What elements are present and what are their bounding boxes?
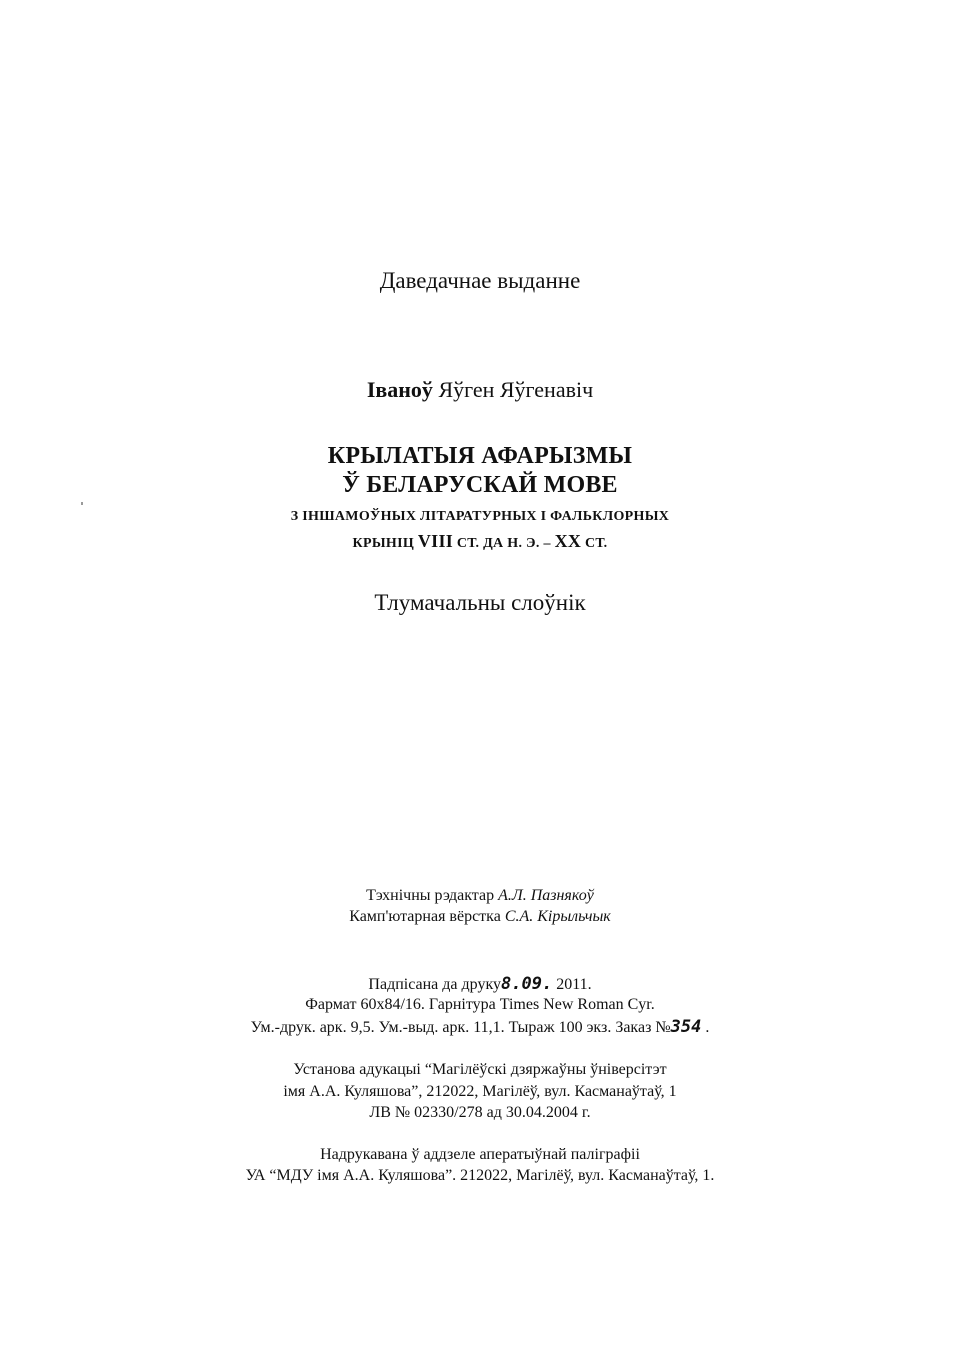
book-title-line-1: КРЫЛАТЫЯ АФАРЫЗМЫ	[327, 443, 633, 469]
signed-label: Падпісана да друку	[368, 976, 501, 993]
signed-year: 2011.	[556, 976, 592, 993]
subtitle-century-start: VIII	[417, 531, 454, 551]
author-surname: Іваноў	[366, 377, 433, 402]
layout-name: С.А. Кірыльчык	[504, 908, 611, 925]
signed-date-handwritten: 8.09.	[501, 974, 553, 994]
printer-line-2: УА “МДУ імя А.А. Куляшова”. 212022, Магілёў, вул. Касманаўтаў, 1.	[245, 1167, 715, 1184]
tech-editor-label: Тэхнічны рэдактар	[366, 887, 495, 904]
publisher-line-2: імя А.А. Куляшова”, 212022, Магілёў, вул. Касманаўтаў, 1	[283, 1083, 677, 1100]
publisher-line-1: Установа адукацыі “Магілёўскі дзяржаўны ўніверсітэт	[293, 1061, 667, 1078]
signed-to-print-line	[0, 974, 960, 994]
subtitle-suffix: СТ.	[584, 536, 608, 551]
document-type-label: Даведачнае выданне	[379, 268, 581, 293]
sheets-line-suffix: .	[705, 1019, 710, 1036]
order-number-handwritten: 354	[670, 1017, 702, 1037]
subtitle-middle: СТ. ДА Н. Э. –	[456, 536, 551, 551]
layout-label: Камп'ютарная вёрстка	[349, 908, 501, 925]
sheets-line-prefix: Ум.-друк. арк. 9,5. Ум.-выд. арк. 11,1. Тыраж 100 экз. Заказ №	[250, 1019, 671, 1036]
subtitle-century-end: XX	[554, 531, 582, 551]
book-subtitle-line-1: З ІНШАМОЎНЫХ ЛІТАРАТУРНЫХ І ФАЛЬКЛОРНЫХ	[290, 509, 670, 524]
author-line	[0, 377, 960, 403]
printer-line-1: Надрукавана ў аддзеле аператыўнай паліграфіі	[320, 1146, 640, 1163]
author-given-names: Яўген Яўгенавіч	[438, 377, 594, 402]
format-line: Фармат 60x84/16. Гарнітура Times New Roman Cyr.	[305, 996, 655, 1013]
tech-editor-name: А.Л. Пазнякоў	[498, 887, 594, 904]
subtitle-prefix: КРЫНІЦ	[352, 536, 415, 551]
book-title-line-2: Ў БЕЛАРУСКАЙ МОВЕ	[342, 472, 618, 498]
layout-credit	[0, 908, 960, 926]
sheets-run-order-line	[0, 1017, 960, 1037]
dictionary-type-label: Тлумачальны слоўнік	[374, 590, 586, 615]
publisher-license-line: ЛВ № 02330/278 ад 30.04.2004 г.	[369, 1104, 591, 1121]
book-subtitle-line-2	[0, 531, 960, 552]
scan-speck	[81, 502, 83, 505]
tech-editor-credit	[0, 887, 960, 905]
